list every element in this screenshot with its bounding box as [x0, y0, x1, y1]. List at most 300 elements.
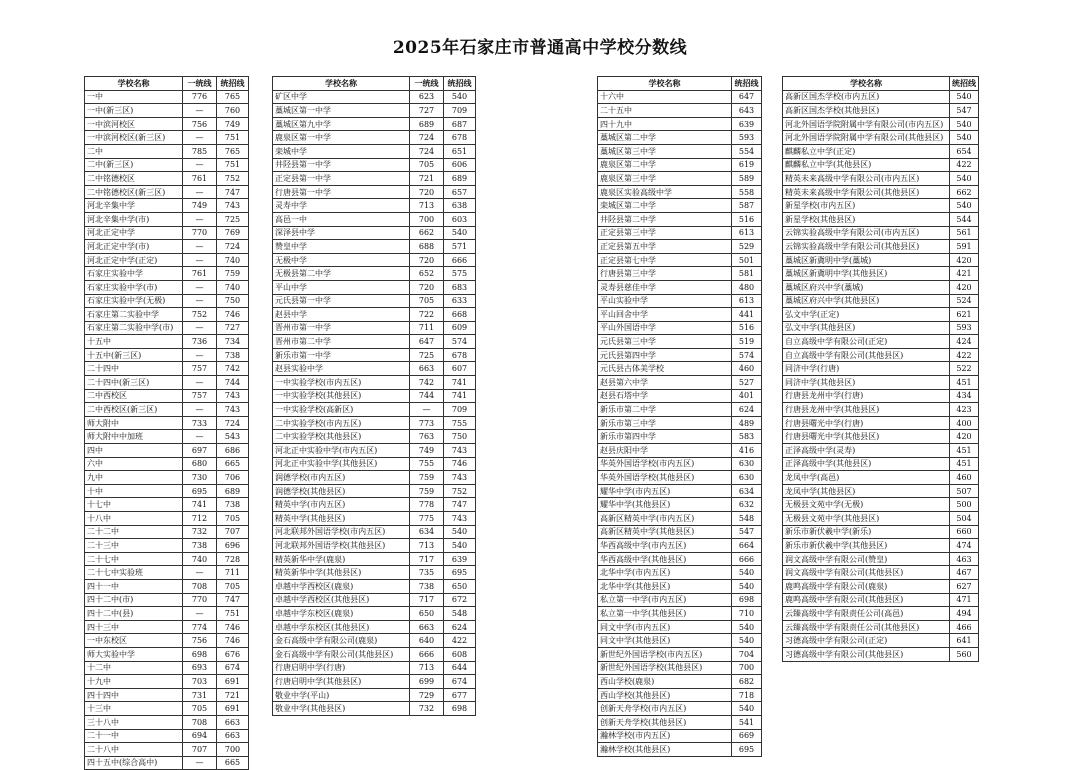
- table-row: [598, 525, 762, 539]
- enrollment-line-cell: 593: [950, 321, 979, 335]
- school-name-cell: 十八中: [85, 512, 183, 526]
- enrollment-line-cell: 709: [444, 104, 476, 118]
- enrollment-line-cell: 683: [444, 280, 476, 294]
- unified-line-cell: —: [183, 158, 217, 172]
- enrollment-line-cell: 647: [732, 90, 762, 104]
- school-name-cell: 四中: [85, 444, 183, 458]
- enrollment-line-cell: 706: [217, 471, 249, 485]
- table-row: [85, 607, 249, 621]
- enrollment-line-cell: 650: [444, 579, 476, 593]
- enrollment-line-cell: 738: [217, 498, 249, 512]
- enrollment-line-cell: 463: [950, 552, 979, 566]
- enrollment-line-cell: 689: [217, 484, 249, 498]
- school-name-cell: 井陉县第一中学: [273, 158, 410, 172]
- school-name-cell: 行唐县第三中学: [598, 267, 732, 281]
- table-row: [598, 620, 762, 634]
- enrollment-line-cell: 516: [732, 212, 762, 226]
- table-row: [783, 471, 979, 485]
- school-name-cell: 鹿泉区实验高级中学: [598, 185, 732, 199]
- table-row: [273, 403, 476, 417]
- enrollment-line-cell: 543: [217, 430, 249, 444]
- enrollment-line-cell: 527: [732, 376, 762, 390]
- unified-line-cell: 680: [183, 457, 217, 471]
- enrollment-line-cell: 540: [444, 525, 476, 539]
- enrollment-line-cell: 571: [444, 240, 476, 254]
- school-name-cell: 四十二中(市): [85, 593, 183, 607]
- page-title: 2025年石家庄市普通高中学校分数线: [392, 38, 688, 58]
- unified-line-cell: 752: [183, 308, 217, 322]
- table-row: [783, 199, 979, 213]
- school-name-cell: 赞皇中学: [273, 240, 410, 254]
- school-name-cell: 正定县第五中学: [598, 240, 732, 254]
- enrollment-line-cell: 489: [732, 416, 762, 430]
- school-name-cell: 同济中学(行唐): [783, 362, 950, 376]
- school-name-cell: 二中西校区(新三区): [85, 403, 183, 417]
- table-row: [273, 348, 476, 362]
- table-row: [85, 756, 249, 770]
- school-name-cell: 河北外国语学院附属中学有限公司(其他县区): [783, 131, 950, 145]
- school-name-cell: 新星学校(其他县区): [783, 212, 950, 226]
- school-name-cell: 敬业中学(其他县区): [273, 702, 410, 716]
- table-row: [783, 566, 979, 580]
- school-name-cell: 石家庄实验中学(市): [85, 280, 183, 294]
- enrollment-line-cell: 507: [950, 484, 979, 498]
- enrollment-line-cell: 434: [950, 389, 979, 403]
- enrollment-line-cell: 603: [444, 212, 476, 226]
- school-name-cell: 河北正定中学: [85, 226, 183, 240]
- school-name-cell: 耀华中学(市内五区): [598, 484, 732, 498]
- school-name-cell: 西山学校(其他县区): [598, 688, 732, 702]
- school-name-cell: 润德学校(其他县区): [273, 484, 410, 498]
- enrollment-line-cell: 630: [732, 457, 762, 471]
- enrollment-line-cell: 519: [732, 335, 762, 349]
- table-row: [598, 308, 762, 322]
- school-name-cell: 十五中(新三区): [85, 348, 183, 362]
- unified-line-cell: 757: [183, 362, 217, 376]
- table-row: [85, 131, 249, 145]
- unified-line-cell: 724: [410, 131, 444, 145]
- school-name-cell: 高邑一中: [273, 212, 410, 226]
- table-row: [598, 226, 762, 240]
- enrollment-line-cell: 460: [950, 471, 979, 485]
- enrollment-line-cell: 747: [217, 185, 249, 199]
- school-name-cell: 石家庄实验中学(无极): [85, 294, 183, 308]
- unified-line-cell: 756: [183, 634, 217, 648]
- table-row: [598, 362, 762, 376]
- enrollment-line-cell: 654: [950, 144, 979, 158]
- school-name-cell: 元氏县第四中学: [598, 348, 732, 362]
- enrollment-line-cell: 501: [732, 253, 762, 267]
- table-row: [598, 199, 762, 213]
- unified-line-cell: —: [183, 294, 217, 308]
- enrollment-line-cell: 743: [217, 199, 249, 213]
- school-name-cell: 创新天舟学校(市内五区): [598, 702, 732, 716]
- unified-line-cell: 770: [183, 593, 217, 607]
- table-row: [783, 620, 979, 634]
- table-row: [783, 484, 979, 498]
- school-name-cell: 十三中: [85, 702, 183, 716]
- table-row: [783, 253, 979, 267]
- table-row: [598, 348, 762, 362]
- school-name-cell: 华西高级中学(其他县区): [598, 552, 732, 566]
- school-name-cell: 私立第一中学(其他县区): [598, 607, 732, 621]
- score-table-4: [782, 76, 979, 662]
- unified-line-cell: 742: [410, 376, 444, 390]
- enrollment-line-cell: 627: [950, 579, 979, 593]
- school-name-cell: 耀华中学(其他县区): [598, 498, 732, 512]
- unified-line-cell: 720: [410, 253, 444, 267]
- unified-line-cell: 717: [410, 593, 444, 607]
- school-name-cell: 晋州市第二中学: [273, 335, 410, 349]
- table-row: [783, 131, 979, 145]
- school-name-cell: 润德学校(市内五区): [273, 471, 410, 485]
- enrollment-line-cell: 644: [444, 661, 476, 675]
- table-row: [783, 512, 979, 526]
- table-row: [783, 607, 979, 621]
- enrollment-line-cell: 687: [444, 117, 476, 131]
- school-name-cell: 河北正定中学(正定): [85, 253, 183, 267]
- enrollment-line-cell: 422: [444, 634, 476, 648]
- school-name-cell: 藁城区府兴中学(其他县区): [783, 294, 950, 308]
- enrollment-line-cell: 725: [217, 212, 249, 226]
- school-name-cell: 二中铭德校区: [85, 172, 183, 186]
- enrollment-line-cell: 691: [217, 702, 249, 716]
- unified-line-cell: 705: [410, 158, 444, 172]
- unified-line-cell: 775: [410, 512, 444, 526]
- school-name-cell: 正泽高级中学(灵寿): [783, 444, 950, 458]
- enrollment-line-cell: 746: [444, 457, 476, 471]
- school-name-cell: 二十四中(新三区): [85, 376, 183, 390]
- header-enrollment-line: 统招线: [732, 77, 762, 91]
- enrollment-line-cell: 554: [732, 144, 762, 158]
- unified-line-cell: 697: [183, 444, 217, 458]
- table-row: [273, 457, 476, 471]
- school-name-cell: 藁城区第一中学: [273, 104, 410, 118]
- school-name-cell: 河北辛集中学(市): [85, 212, 183, 226]
- enrollment-line-cell: 609: [444, 321, 476, 335]
- table-row: [273, 158, 476, 172]
- enrollment-line-cell: 624: [732, 403, 762, 417]
- table-row: [273, 90, 476, 104]
- school-name-cell: 矿区中学: [273, 90, 410, 104]
- school-name-cell: 新乐市第四中学: [598, 430, 732, 444]
- school-name-cell: 新乐市第三中学: [598, 416, 732, 430]
- school-name-cell: 四十五中(综合高中): [85, 756, 183, 770]
- unified-line-cell: —: [183, 280, 217, 294]
- table-row: [85, 484, 249, 498]
- school-name-cell: 新星学校(市内五区): [783, 199, 950, 213]
- table-row: [85, 416, 249, 430]
- enrollment-line-cell: 666: [444, 253, 476, 267]
- table-row: [273, 498, 476, 512]
- unified-line-cell: 713: [410, 661, 444, 675]
- enrollment-line-cell: 750: [217, 294, 249, 308]
- table-row: [85, 117, 249, 131]
- enrollment-line-cell: 710: [732, 607, 762, 621]
- enrollment-line-cell: 669: [732, 729, 762, 743]
- unified-line-cell: 712: [183, 512, 217, 526]
- table-row: [598, 675, 762, 689]
- table-row: [598, 715, 762, 729]
- unified-line-cell: 763: [410, 430, 444, 444]
- unified-line-cell: 731: [183, 688, 217, 702]
- unified-line-cell: 707: [183, 743, 217, 757]
- school-name-cell: 平山外国语中学: [598, 321, 732, 335]
- school-name-cell: 井陉县第二中学: [598, 212, 732, 226]
- table-row: [598, 743, 762, 757]
- score-table-1: [84, 76, 249, 770]
- school-name-cell: 新乐市第二中学: [598, 403, 732, 417]
- school-name-cell: 新乐市第一中学: [273, 348, 410, 362]
- table-row: [783, 117, 979, 131]
- table-row: [783, 172, 979, 186]
- school-name-cell: 云臻高级中学有限责任公司(其他县区): [783, 620, 950, 634]
- table-row: [598, 430, 762, 444]
- table-row: [783, 593, 979, 607]
- header-school-name: 学校名称: [783, 77, 950, 91]
- header-enrollment-line: 统招线: [217, 77, 249, 91]
- school-name-cell: 十七中: [85, 498, 183, 512]
- table-row: [273, 212, 476, 226]
- school-name-cell: 行唐县第一中学: [273, 185, 410, 199]
- table-row: [273, 294, 476, 308]
- enrollment-line-cell: 591: [950, 240, 979, 254]
- table-row: [85, 430, 249, 444]
- table-row: [598, 416, 762, 430]
- unified-line-cell: 727: [410, 104, 444, 118]
- enrollment-line-cell: 639: [444, 552, 476, 566]
- enrollment-line-cell: 624: [444, 620, 476, 634]
- table-row: [783, 376, 979, 390]
- school-name-cell: 三十八中: [85, 715, 183, 729]
- enrollment-line-cell: 467: [950, 566, 979, 580]
- school-name-cell: 河北外国语学院附属中学有限公司(市内五区): [783, 117, 950, 131]
- enrollment-line-cell: 700: [732, 661, 762, 675]
- school-name-cell: 云锦实验高级中学有限公司(其他县区): [783, 240, 950, 254]
- school-name-cell: 二中铭德校区(新三区): [85, 185, 183, 199]
- school-name-cell: 一中滨河校区(新三区): [85, 131, 183, 145]
- enrollment-line-cell: 663: [217, 729, 249, 743]
- school-name-cell: 弘文中学(正定): [783, 308, 950, 322]
- enrollment-line-cell: 587: [732, 199, 762, 213]
- table-row: [85, 702, 249, 716]
- table-row: [273, 620, 476, 634]
- enrollment-line-cell: 743: [444, 471, 476, 485]
- table-row: [598, 104, 762, 118]
- enrollment-line-cell: 639: [732, 117, 762, 131]
- table-row: [273, 335, 476, 349]
- school-name-cell: 鹿泉区第一中学: [273, 131, 410, 145]
- header-unified-line: 一统线: [410, 77, 444, 91]
- enrollment-line-cell: 665: [217, 756, 249, 770]
- school-name-cell: 藁城区第三中学: [598, 144, 732, 158]
- table-row: [598, 90, 762, 104]
- school-name-cell: 瀚林学校(市内五区): [598, 729, 732, 743]
- table-row: [273, 688, 476, 702]
- enrollment-line-cell: 540: [444, 226, 476, 240]
- enrollment-line-cell: 613: [732, 226, 762, 240]
- school-name-cell: 一中实验学校(其他县区): [273, 389, 410, 403]
- unified-line-cell: 698: [183, 647, 217, 661]
- table-row: [85, 715, 249, 729]
- table-row: [273, 321, 476, 335]
- enrollment-line-cell: 751: [217, 158, 249, 172]
- enrollment-line-cell: 423: [950, 403, 979, 417]
- enrollment-line-cell: 424: [950, 335, 979, 349]
- header-enrollment-line: 统招线: [444, 77, 476, 91]
- enrollment-line-cell: 751: [217, 607, 249, 621]
- school-name-cell: 高新区国杰学校(其他县区): [783, 104, 950, 118]
- table-row: [85, 158, 249, 172]
- unified-line-cell: 756: [183, 117, 217, 131]
- school-name-cell: 九中: [85, 471, 183, 485]
- table-row: [85, 144, 249, 158]
- school-name-cell: 一中实验学校(市内五区): [273, 376, 410, 390]
- table-row: [783, 552, 979, 566]
- school-name-cell: 二中西校区: [85, 389, 183, 403]
- enrollment-line-cell: 704: [732, 647, 762, 661]
- enrollment-line-cell: 494: [950, 607, 979, 621]
- school-name-cell: 元氏县第三中学: [598, 335, 732, 349]
- school-name-cell: 高新区精英中学(其他县区): [598, 525, 732, 539]
- table-row: [598, 607, 762, 621]
- school-name-cell: 石家庄第二实验中学: [85, 308, 183, 322]
- header-school-name: 学校名称: [273, 77, 410, 91]
- table-row: [783, 416, 979, 430]
- enrollment-line-cell: 471: [950, 593, 979, 607]
- table-row: [273, 104, 476, 118]
- unified-line-cell: 759: [410, 484, 444, 498]
- table-row: [85, 444, 249, 458]
- school-name-cell: 二中实验学校(其他县区): [273, 430, 410, 444]
- enrollment-line-cell: 500: [950, 498, 979, 512]
- table-row: [273, 539, 476, 553]
- school-name-cell: 精英新华中学(鹿泉): [273, 552, 410, 566]
- enrollment-line-cell: 724: [217, 416, 249, 430]
- table-row: [273, 199, 476, 213]
- enrollment-line-cell: 548: [444, 607, 476, 621]
- enrollment-line-cell: 696: [217, 539, 249, 553]
- school-name-cell: 赵县庆阳中学: [598, 444, 732, 458]
- table-row: [273, 512, 476, 526]
- school-name-cell: 平山回舍中学: [598, 308, 732, 322]
- unified-line-cell: 736: [183, 335, 217, 349]
- table-row: [85, 280, 249, 294]
- enrollment-line-cell: 686: [217, 444, 249, 458]
- table-row: [598, 593, 762, 607]
- enrollment-line-cell: 400: [950, 416, 979, 430]
- table-row: [783, 634, 979, 648]
- school-name-cell: 二十一中: [85, 729, 183, 743]
- table-row: [598, 335, 762, 349]
- school-name-cell: 灵寿县慈佳中学: [598, 280, 732, 294]
- table-row: [85, 321, 249, 335]
- enrollment-line-cell: 480: [732, 280, 762, 294]
- enrollment-line-cell: 660: [950, 525, 979, 539]
- table-row: [85, 104, 249, 118]
- table-row: [85, 308, 249, 322]
- enrollment-line-cell: 705: [217, 579, 249, 593]
- school-name-cell: 行唐县曙光中学(其他县区): [783, 430, 950, 444]
- table-header-row: [598, 77, 762, 91]
- school-name-cell: 精英中学(市内五区): [273, 498, 410, 512]
- table-row: [598, 444, 762, 458]
- table-row: [85, 348, 249, 362]
- table-row: [273, 389, 476, 403]
- table-row: [273, 172, 476, 186]
- school-name-cell: 河北联邦外国语学校(市内五区): [273, 525, 410, 539]
- enrollment-line-cell: 746: [217, 634, 249, 648]
- unified-line-cell: 666: [410, 647, 444, 661]
- enrollment-line-cell: 759: [217, 267, 249, 281]
- school-name-cell: 高新区精英中学(市内五区): [598, 512, 732, 526]
- school-name-cell: 新世纪外国语学校(市内五区): [598, 647, 732, 661]
- school-name-cell: 弘文中学(其他县区): [783, 321, 950, 335]
- unified-line-cell: —: [183, 756, 217, 770]
- table-row: [85, 267, 249, 281]
- score-table-2: [272, 76, 476, 716]
- enrollment-line-cell: 746: [217, 308, 249, 322]
- table-row: [85, 335, 249, 349]
- unified-line-cell: 774: [183, 620, 217, 634]
- table-row: [598, 280, 762, 294]
- enrollment-line-cell: 632: [732, 498, 762, 512]
- school-name-cell: 新世纪外国语学校(其他县区): [598, 661, 732, 675]
- table-row: [273, 376, 476, 390]
- enrollment-line-cell: 451: [950, 457, 979, 471]
- school-name-cell: 敬业中学(平山): [273, 688, 410, 702]
- enrollment-line-cell: 630: [732, 471, 762, 485]
- enrollment-line-cell: 769: [217, 226, 249, 240]
- table-row: [783, 498, 979, 512]
- enrollment-line-cell: 695: [732, 743, 762, 757]
- school-name-cell: 师大附中: [85, 416, 183, 430]
- table-row: [783, 348, 979, 362]
- table-row: [85, 647, 249, 661]
- enrollment-line-cell: 674: [217, 661, 249, 675]
- table-row: [85, 729, 249, 743]
- enrollment-line-cell: 765: [217, 90, 249, 104]
- table-row: [273, 484, 476, 498]
- table-row: [783, 90, 979, 104]
- table-row: [273, 280, 476, 294]
- enrollment-line-cell: 621: [950, 308, 979, 322]
- table-row: [783, 430, 979, 444]
- school-name-cell: 卓越中学西校区(鹿泉): [273, 579, 410, 593]
- school-name-cell: 无极县第二中学: [273, 267, 410, 281]
- unified-line-cell: 689: [410, 117, 444, 131]
- unified-line-cell: 634: [410, 525, 444, 539]
- table-row: [598, 389, 762, 403]
- unified-line-cell: 749: [183, 199, 217, 213]
- table-row: [273, 702, 476, 716]
- unified-line-cell: 725: [410, 348, 444, 362]
- school-name-cell: 赵县中学: [273, 308, 410, 322]
- school-name-cell: 藁城区第二中学: [598, 131, 732, 145]
- table-row: [598, 158, 762, 172]
- unified-line-cell: 708: [183, 715, 217, 729]
- table-row: [273, 444, 476, 458]
- table-row: [273, 117, 476, 131]
- table-row: [783, 144, 979, 158]
- enrollment-line-cell: 561: [950, 226, 979, 240]
- enrollment-line-cell: 441: [732, 308, 762, 322]
- table-row: [273, 593, 476, 607]
- school-name-cell: 西山学校(鹿泉): [598, 675, 732, 689]
- enrollment-line-cell: 672: [444, 593, 476, 607]
- enrollment-line-cell: 740: [217, 253, 249, 267]
- unified-line-cell: 720: [410, 185, 444, 199]
